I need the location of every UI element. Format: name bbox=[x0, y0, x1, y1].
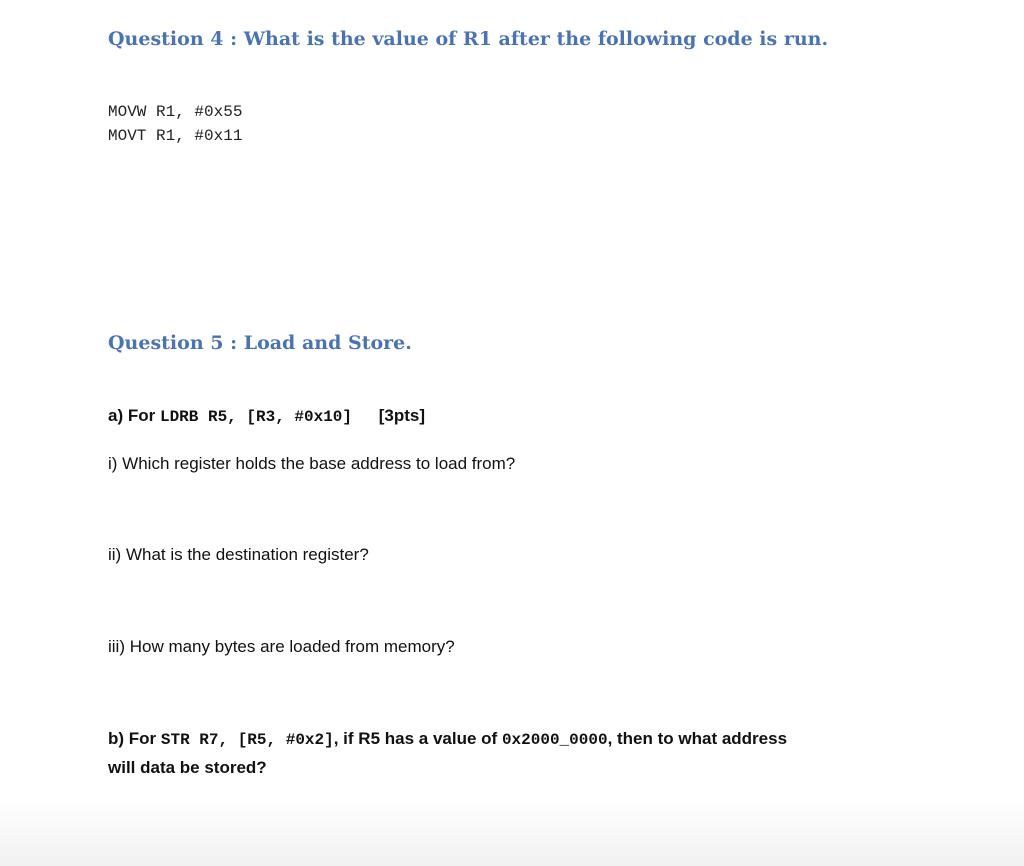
question-5-heading: Question 5 : Load and Store. bbox=[108, 332, 412, 354]
part-a-line bbox=[108, 406, 425, 426]
question-a-ii: ii) What is the destination register? bbox=[108, 545, 369, 564]
part-b-prefix: b) For bbox=[108, 729, 157, 748]
part-b-suffix: , then to what address bbox=[607, 729, 788, 748]
part-b-instruction: STR R7, [R5, #0x2] bbox=[160, 731, 334, 749]
part-b-mid2: has a value of bbox=[384, 729, 498, 748]
part-b-register: R5 bbox=[358, 729, 381, 748]
code-block bbox=[108, 100, 242, 148]
part-a-points: [3pts] bbox=[378, 406, 426, 425]
part-a-prefix: a) For bbox=[108, 406, 156, 425]
part-a-instruction: LDRB R5, [R3, #0x10] bbox=[159, 408, 352, 426]
part-b-line-1 bbox=[108, 729, 787, 749]
part-b-mid1: , if bbox=[333, 729, 354, 748]
question-4-heading: Question 4 : What is the value of R1 after the following code is run. bbox=[108, 28, 829, 50]
code-line: MOVW R1, #0x55 bbox=[108, 103, 243, 121]
part-b-line-2: will data be stored? bbox=[108, 758, 267, 777]
question-a-iii: iii) How many bytes are loaded from memory? bbox=[108, 637, 455, 656]
code-line: MOVT R1, #0x11 bbox=[108, 127, 243, 145]
part-b-value: 0x2000_0000 bbox=[501, 731, 608, 749]
question-a-i: i) Which register holds the base address to load from? bbox=[108, 454, 516, 473]
